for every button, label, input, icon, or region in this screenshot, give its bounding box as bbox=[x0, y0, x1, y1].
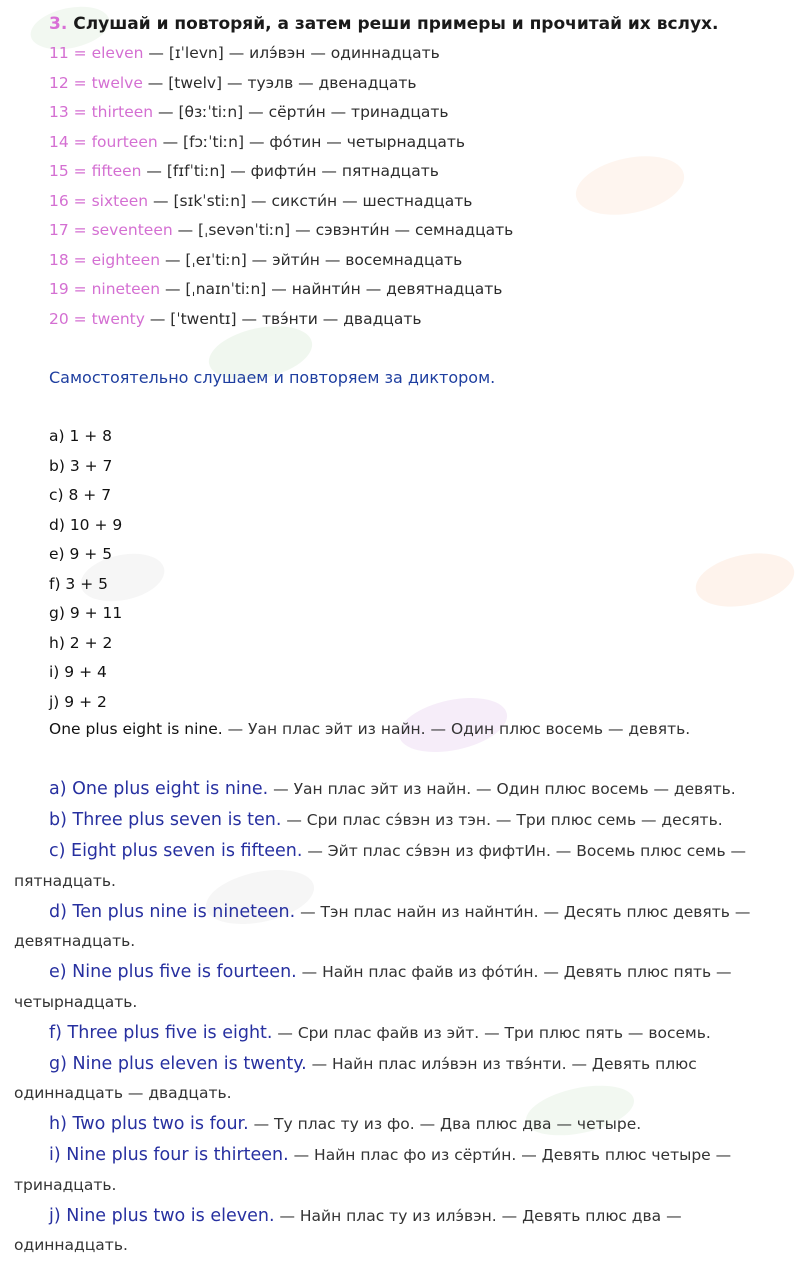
number-transcription: — [fɪfˈtiːn] — фифти́н — пятнадцать bbox=[141, 162, 439, 180]
exercise-item: a) 1 + 8 bbox=[49, 427, 113, 445]
number-transcription: — [twelv] — туэлв — двенадцать bbox=[142, 73, 417, 92]
exercise-item: d) 10 + 9 bbox=[49, 515, 123, 534]
answer-russian: — Найн плас фо из сёрти́н. — Девять плюс четыре — тринадцать. bbox=[14, 1146, 732, 1194]
number-line bbox=[49, 280, 502, 298]
exercise-item: b) 3 + 7 bbox=[49, 456, 113, 475]
answer-english: f) Three plus five is eight. bbox=[49, 1022, 273, 1043]
exercise-item: g) 9 + 11 bbox=[49, 604, 123, 622]
number-word: 20 = twenty bbox=[49, 309, 145, 328]
answer-russian: — Тэн плас найн из найнти́н. — Десять плюс девять — девятнадцать. bbox=[14, 902, 751, 950]
number-line bbox=[49, 310, 422, 328]
answer-item bbox=[14, 958, 790, 1017]
answer-russian: — Эйт плас сэ́вэн из фифтИн. — Восемь плюс семь — пятнадцать. bbox=[14, 842, 747, 890]
answer-item bbox=[14, 898, 790, 957]
exercise-item: i) 9 + 4 bbox=[49, 663, 107, 681]
answer-english: h) Two plus two is four. bbox=[49, 1114, 249, 1134]
answer-item bbox=[14, 775, 790, 805]
number-transcription: — [fɔːˈtiːn] — фо́тин — четырнадцать bbox=[157, 132, 466, 151]
number-word: 14 = fourteen bbox=[49, 132, 158, 151]
exercise-item: j) 9 + 2 bbox=[49, 692, 107, 711]
answer-english: j) Nine plus two is eleven. bbox=[49, 1205, 275, 1226]
exercise-item: f) 3 + 5 bbox=[49, 574, 108, 593]
answer-item bbox=[14, 1110, 790, 1140]
number-line bbox=[49, 162, 439, 180]
answer-english: g) Nine plus eleven is twenty. bbox=[49, 1053, 307, 1074]
number-line bbox=[49, 251, 462, 269]
answer-russian: — Сри плас сэ́вэн из тэн. — Три плюс семь — десять. bbox=[281, 811, 723, 829]
exercise-item: e) 9 + 5 bbox=[49, 545, 113, 563]
number-transcription: — [ˌnaɪnˈtiːn] — найнти́н — девятнадцать bbox=[160, 280, 503, 298]
number-word: 19 = nineteen bbox=[49, 280, 161, 298]
number-word: 15 = fifteen bbox=[49, 162, 142, 180]
watermark bbox=[570, 147, 689, 224]
answer-english: c) Eight plus seven is fifteen. bbox=[49, 841, 303, 861]
sample-answer bbox=[49, 720, 690, 738]
answer-english: d) Ten plus nine is nineteen. bbox=[49, 901, 296, 922]
answer-item bbox=[14, 1050, 790, 1109]
number-transcription: — [ˈtwentɪ] — твэ́нти — двадцать bbox=[144, 309, 422, 328]
answer-item bbox=[14, 806, 790, 836]
answer-english: b) Three plus seven is ten. bbox=[49, 810, 282, 830]
answer-item bbox=[14, 837, 790, 896]
answer-russian: — Уан плас эйт из найн. — Один плюс восемь — девять. bbox=[268, 780, 736, 798]
number-transcription: — [sɪkˈstiːn] — сиксти́н — шестнадцать bbox=[148, 191, 473, 210]
task-number: 3. bbox=[49, 14, 68, 34]
number-word: 16 = sixteen bbox=[49, 191, 149, 210]
number-word: 13 = thirteen bbox=[49, 103, 154, 121]
number-transcription: — [ɪˈlevn] — илэ́вэн — одиннадцать bbox=[143, 44, 440, 62]
number-line bbox=[49, 74, 417, 92]
number-line bbox=[49, 103, 449, 121]
number-word: 12 = twelve bbox=[49, 73, 143, 92]
task-text: Слушай и повторяй, а затем реши примеры и прочитай их вслух. bbox=[73, 14, 719, 34]
watermark bbox=[691, 545, 799, 615]
number-word: 11 = eleven bbox=[49, 44, 144, 62]
number-transcription: — [θɜːˈtiːn] — сёрти́н — тринадцать bbox=[153, 103, 449, 121]
answer-russian: — Найн плас ту из илэ́вэн. — Девять плюс два — одиннадцать. bbox=[14, 1206, 682, 1254]
answer-russian: — Ту плас ту из фо. — Два плюс два — четыре. bbox=[248, 1115, 642, 1133]
instruction-note: Самостоятельно слушаем и повторяем за диктором. bbox=[49, 368, 496, 387]
answer-russian: — Сри плас файв из эйт. — Три плюс пять — восемь. bbox=[272, 1023, 711, 1042]
answers-list bbox=[14, 775, 790, 1262]
answer-english: a) One plus eight is nine. bbox=[49, 779, 269, 799]
answer-english: e) Nine plus five is fourteen. bbox=[49, 962, 297, 982]
number-line bbox=[49, 44, 440, 62]
number-word: 17 = seventeen bbox=[49, 221, 173, 239]
sample-russian: — Уан плас эйт из найн. — Один плюс восемь — девять. bbox=[222, 720, 691, 738]
sample-english: One plus eight is nine. bbox=[49, 720, 223, 738]
task-title bbox=[49, 14, 718, 34]
exercise-item: c) 8 + 7 bbox=[49, 486, 112, 504]
answer-english: i) Nine plus four is thirteen. bbox=[49, 1145, 289, 1165]
number-transcription: — [ˌsevənˈtiːn] — сэвэнти́н — семнадцать bbox=[172, 221, 514, 239]
answer-item bbox=[14, 1202, 790, 1261]
answer-russian: — Найн плас илэ́вэн из твэ́нти. — Девять плюс одиннадцать — двадцать. bbox=[14, 1054, 697, 1102]
answer-item bbox=[14, 1019, 790, 1049]
answer-item bbox=[14, 1141, 790, 1200]
number-word: 18 = eighteen bbox=[49, 250, 161, 269]
number-line bbox=[49, 221, 513, 239]
number-line bbox=[49, 192, 472, 210]
number-transcription: — [ˌeɪˈtiːn] — эйти́н — восемнадцать bbox=[160, 250, 463, 269]
exercise-item: h) 2 + 2 bbox=[49, 633, 113, 652]
number-line bbox=[49, 133, 465, 151]
answer-russian: — Найн плас файв из фо́ти́н. — Девять плюс пять — четырнадцать. bbox=[14, 963, 732, 1011]
